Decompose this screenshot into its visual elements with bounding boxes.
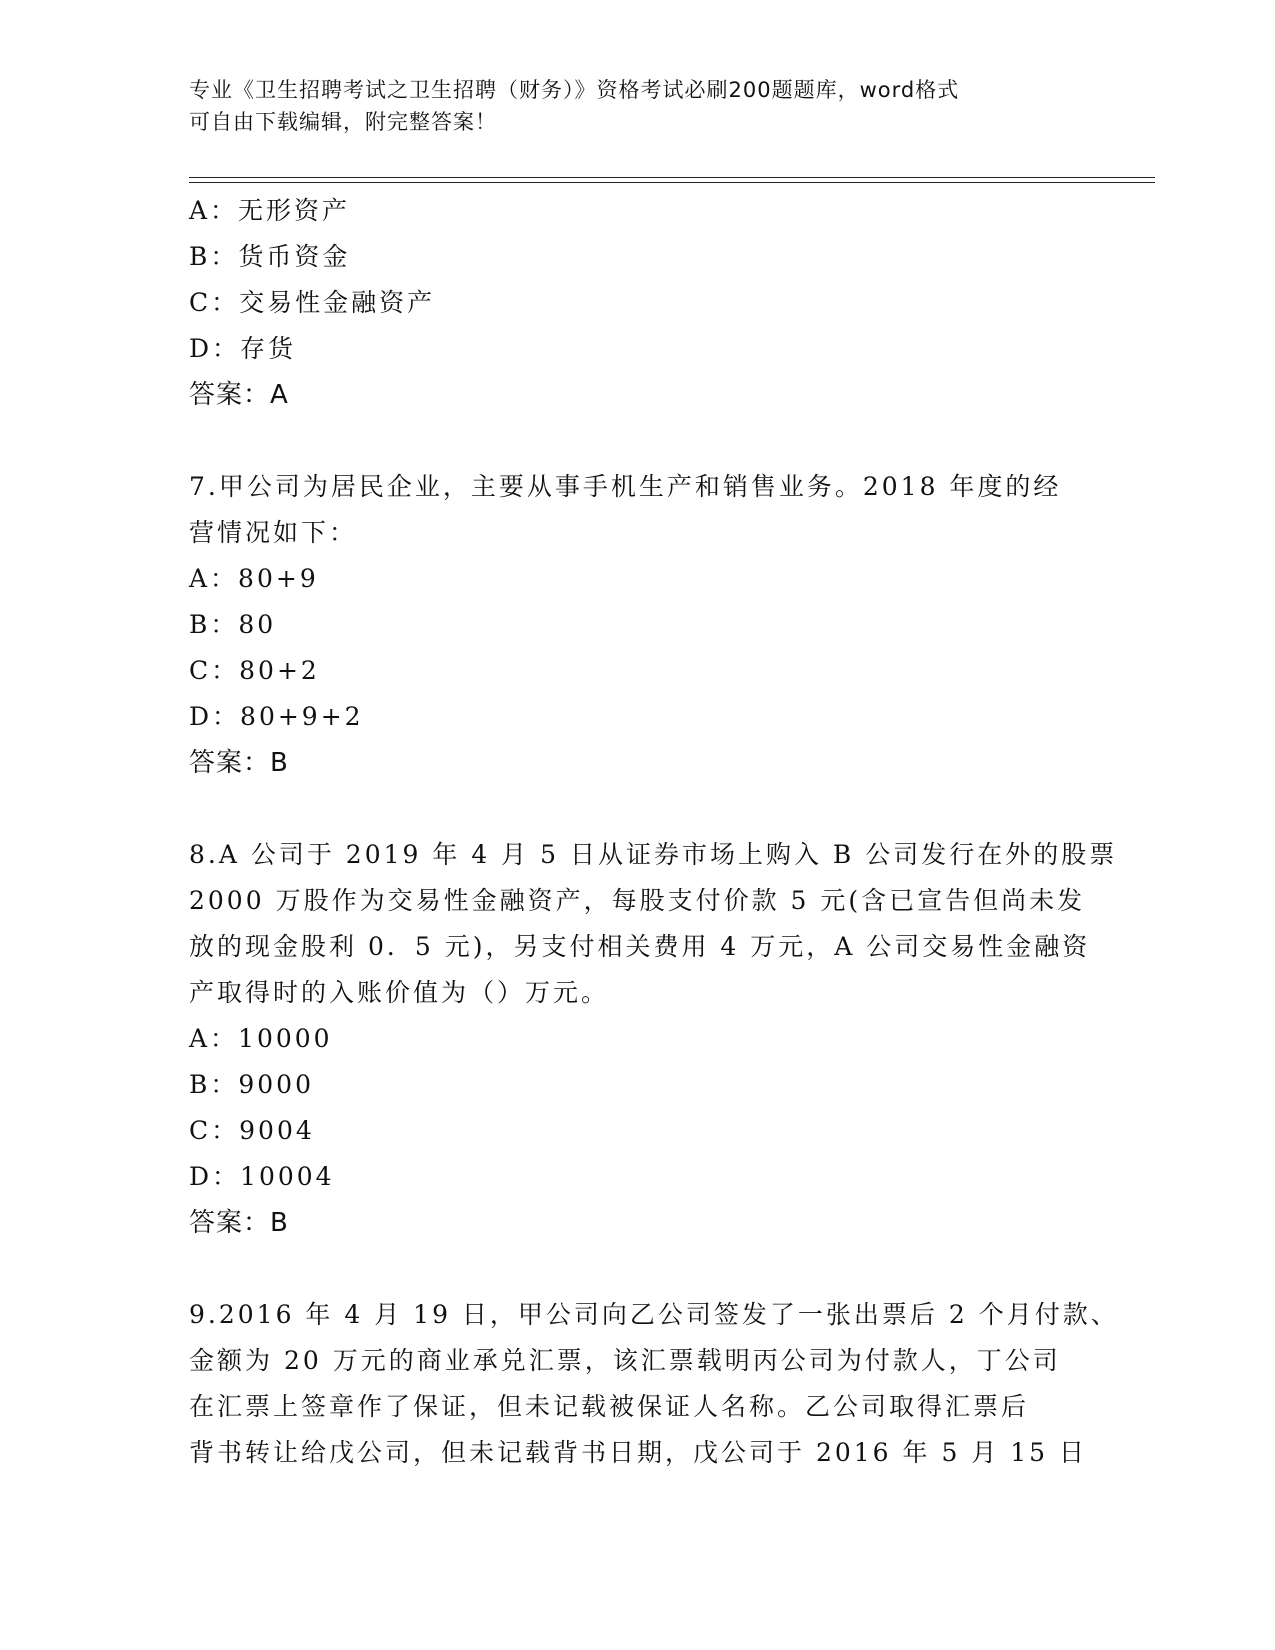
question-6 (189, 188, 1089, 418)
question-text-line: 产取得时的入账价值为（）万元。 (189, 978, 610, 1007)
document-header (189, 74, 1089, 138)
question-text-line: 金额为 20 万元的商业承兑汇票，该汇票载明丙公司为付款人，丁公司 (189, 1346, 1061, 1375)
question-8 (189, 832, 1118, 1246)
header-line-2: 可自由下载编辑，附完整答案！ (189, 110, 497, 134)
question-text-line: 8.A 公司于 2019 年 4 月 5 日从证券市场上购入 B 公司发行在外的股票 (189, 840, 1118, 869)
question-text-line: 7.甲公司为居民企业，主要从事手机生产和销售业务。2018 年度的经 (189, 472, 1062, 501)
option-b: B：货币资金 (189, 242, 351, 271)
option-c: C：9004 (189, 1116, 315, 1145)
question-text-line: 营情况如下： (189, 518, 358, 547)
question-7 (189, 464, 1089, 786)
question-text-line: 放的现金股利 0．5 元)，另支付相关费用 4 万元，A 公司交易性金融资 (189, 932, 1091, 961)
option-d: D：80+9+2 (189, 702, 364, 731)
option-d: D：10004 (189, 1162, 335, 1191)
option-d: D：存货 (189, 334, 297, 363)
option-a: A：80+9 (189, 564, 319, 593)
header-line-1: 专业《卫生招聘考试之卫生招聘（财务）》资格考试必刷200题题库，word格式 (189, 78, 960, 102)
question-text-line: 2000 万股作为交易性金融资产，每股支付价款 5 元(含已宣告但尚未发 (189, 886, 1086, 915)
answer-line: 答案：A (189, 380, 289, 410)
answer-line: 答案：B (189, 748, 289, 778)
spacer (189, 786, 1089, 832)
option-b: B：80 (189, 610, 277, 639)
question-content (189, 188, 1119, 1476)
question-text-line: 9.2016 年 4 月 19 日，甲公司向乙公司签发了一张出票后 2 个月付款、 (189, 1300, 1119, 1329)
spacer (189, 1246, 1089, 1292)
option-a: A：无形资产 (189, 196, 351, 225)
option-a: A：10000 (189, 1024, 333, 1053)
question-text-line: 在汇票上签章作了保证，但未记载被保证人名称。乙公司取得汇票后 (189, 1392, 1030, 1421)
question-9 (189, 1292, 1119, 1476)
option-b: B：9000 (189, 1070, 314, 1099)
option-c: C：80+2 (189, 656, 320, 685)
spacer (189, 418, 1089, 464)
question-text-line: 背书转让给戊公司，但未记载背书日期，戊公司于 2016 年 5 月 15 日 (189, 1438, 1088, 1467)
answer-line: 答案：B (189, 1208, 289, 1238)
header-divider-top (189, 177, 1155, 178)
option-c: C：交易性金融资产 (189, 288, 436, 317)
header-divider-bottom (189, 182, 1155, 183)
